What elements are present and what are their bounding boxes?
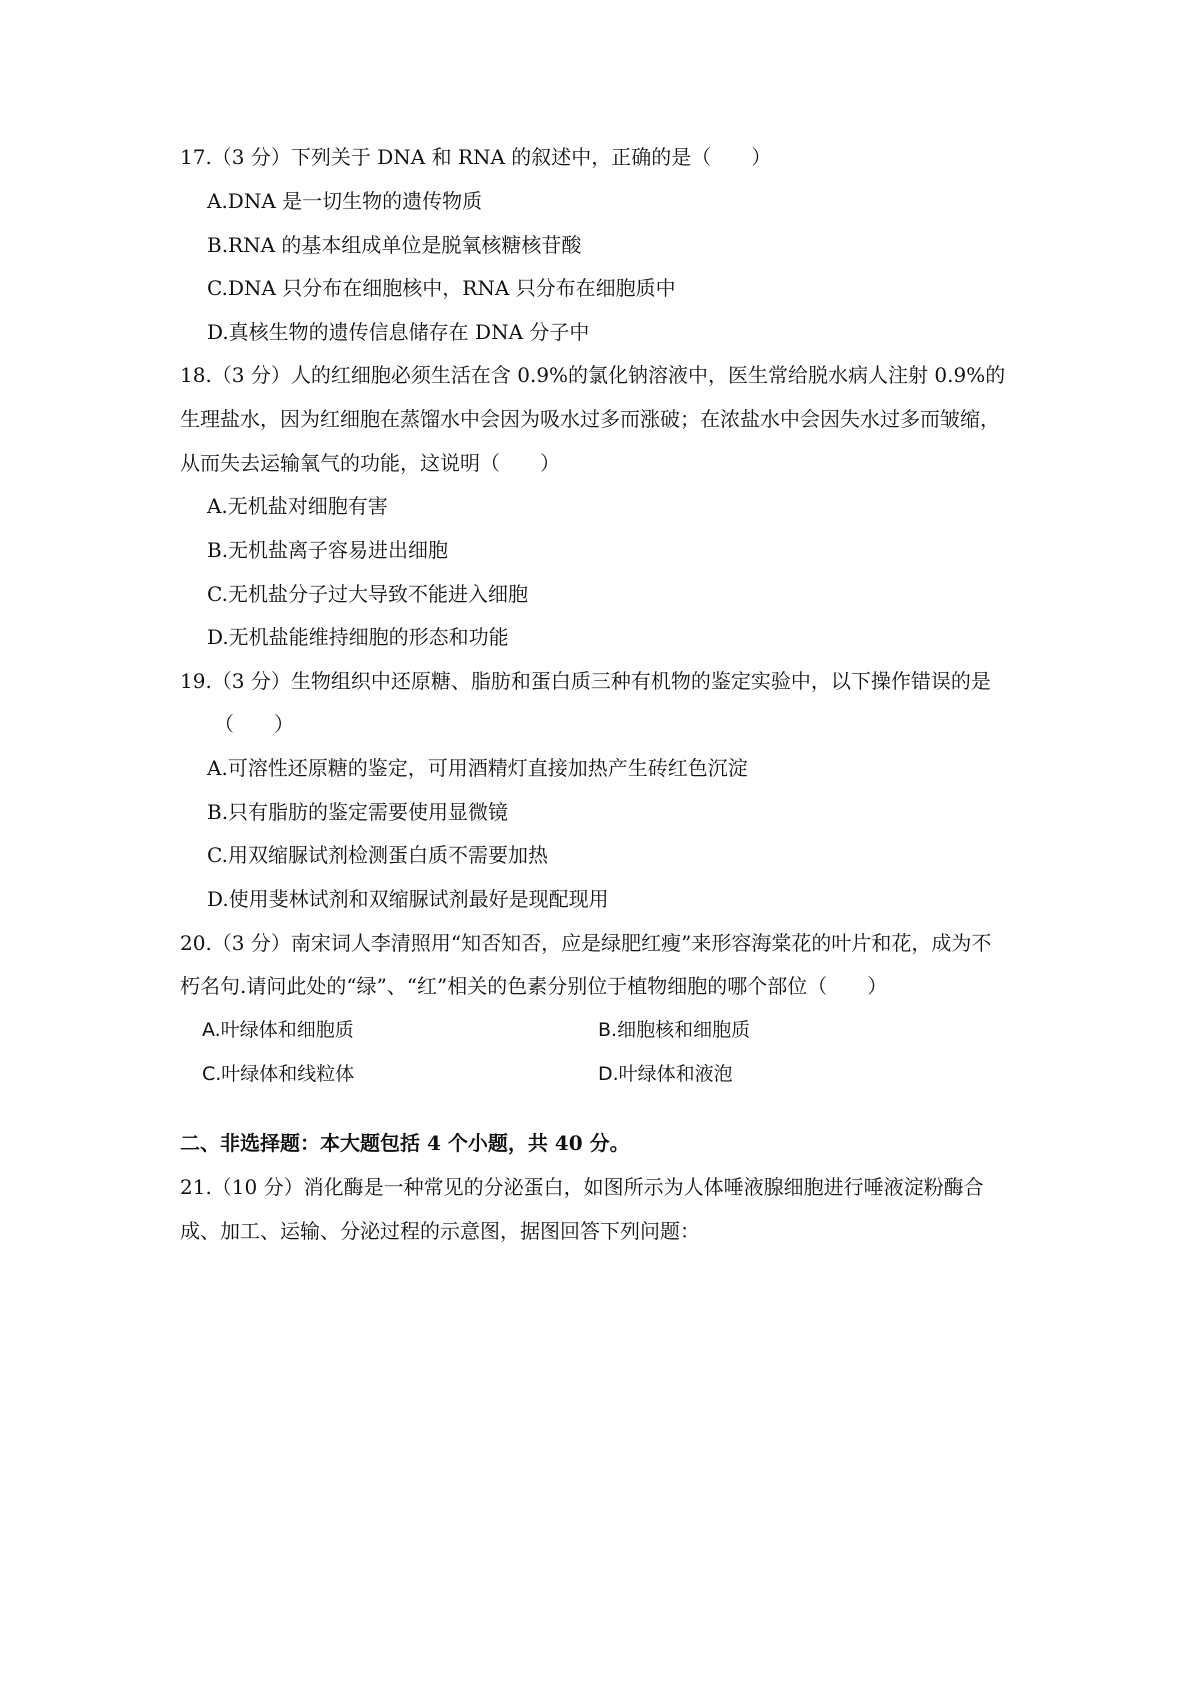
q18-stem-line-2: 生理盐水，因为红细胞在蒸馏水中会因为吸水过多而涨破；在浓盐水中会因失水过多而皱缩， [180,407,1000,431]
q21-stem-line-2: 成、加工、运输、分泌过程的示意图，据图回答下列问题： [180,1219,700,1243]
q19-stem-line-1: 19.（3 分）生物组织中还原糖、脂肪和蛋白质三种有机物的鉴定实验中，以下操作错误的是 [180,669,991,693]
q17-stem: 17.（3 分）下列关于 DNA 和 RNA 的叙述中，正确的是（ ） [180,145,772,169]
q20-option-c: C.叶绿体和线粒体 [202,1063,355,1085]
q21-stem-line-1: 21.（10 分）消化酶是一种常见的分泌蛋白，如图所示为人体唾液腺细胞进行唾液淀粉酶合 [180,1175,984,1199]
q20-option-b: B.细胞核和细胞质 [598,1019,751,1041]
q18-option-a: A.无机盐对细胞有害 [207,494,388,518]
q20-option-a: A.叶绿体和细胞质 [202,1019,354,1041]
q19-option-b: B.只有脂肪的鉴定需要使用显微镜 [207,800,509,824]
q17-option-b: B.RNA 的基本组成单位是脱氧核糖核苷酸 [207,233,582,257]
q20-stem-line-2: 朽名句.请问此处的“绿”、“红”相关的色素分别位于植物细胞的哪个部位（ ） [180,974,888,998]
q18-option-d: D.无机盐能维持细胞的形态和功能 [207,625,509,649]
q18-stem-line-3: 从而失去运输氧气的功能，这说明（ ） [180,451,560,475]
q17-option-a: A.DNA 是一切生物的遗传物质 [207,189,483,213]
section-2-heading: 二、非选择题：本大题包括 4 个小题，共 40 分。 [180,1131,630,1155]
q19-option-a: A.可溶性还原糖的鉴定，可用酒精灯直接加热产生砖红色沉淀 [207,756,748,780]
q18-option-b: B.无机盐离子容易进出细胞 [207,538,449,562]
q19-stem-line-2: （ ） [214,712,294,736]
q20-option-d: D.叶绿体和液泡 [598,1063,733,1085]
q18-stem-line-1: 18.（3 分）人的红细胞必须生活在含 0.9%的氯化钠溶液中，医生常给脱水病人注射 0.9%的 [180,363,1006,387]
q17-option-c: C.DNA 只分布在细胞核中，RNA 只分布在细胞质中 [207,276,676,300]
q19-option-c: C.用双缩脲试剂检测蛋白质不需要加热 [207,843,548,867]
q19-option-d: D.使用斐林试剂和双缩脲试剂最好是现配现用 [207,887,609,911]
q17-option-d: D.真核生物的遗传信息储存在 DNA 分子中 [207,320,590,344]
q20-stem-line-1: 20.（3 分）南宋词人李清照用“知否知否，应是绿肥红瘦”来形容海棠花的叶片和花，成为不 [180,931,992,955]
q18-option-c: C.无机盐分子过大导致不能进入细胞 [207,582,528,606]
